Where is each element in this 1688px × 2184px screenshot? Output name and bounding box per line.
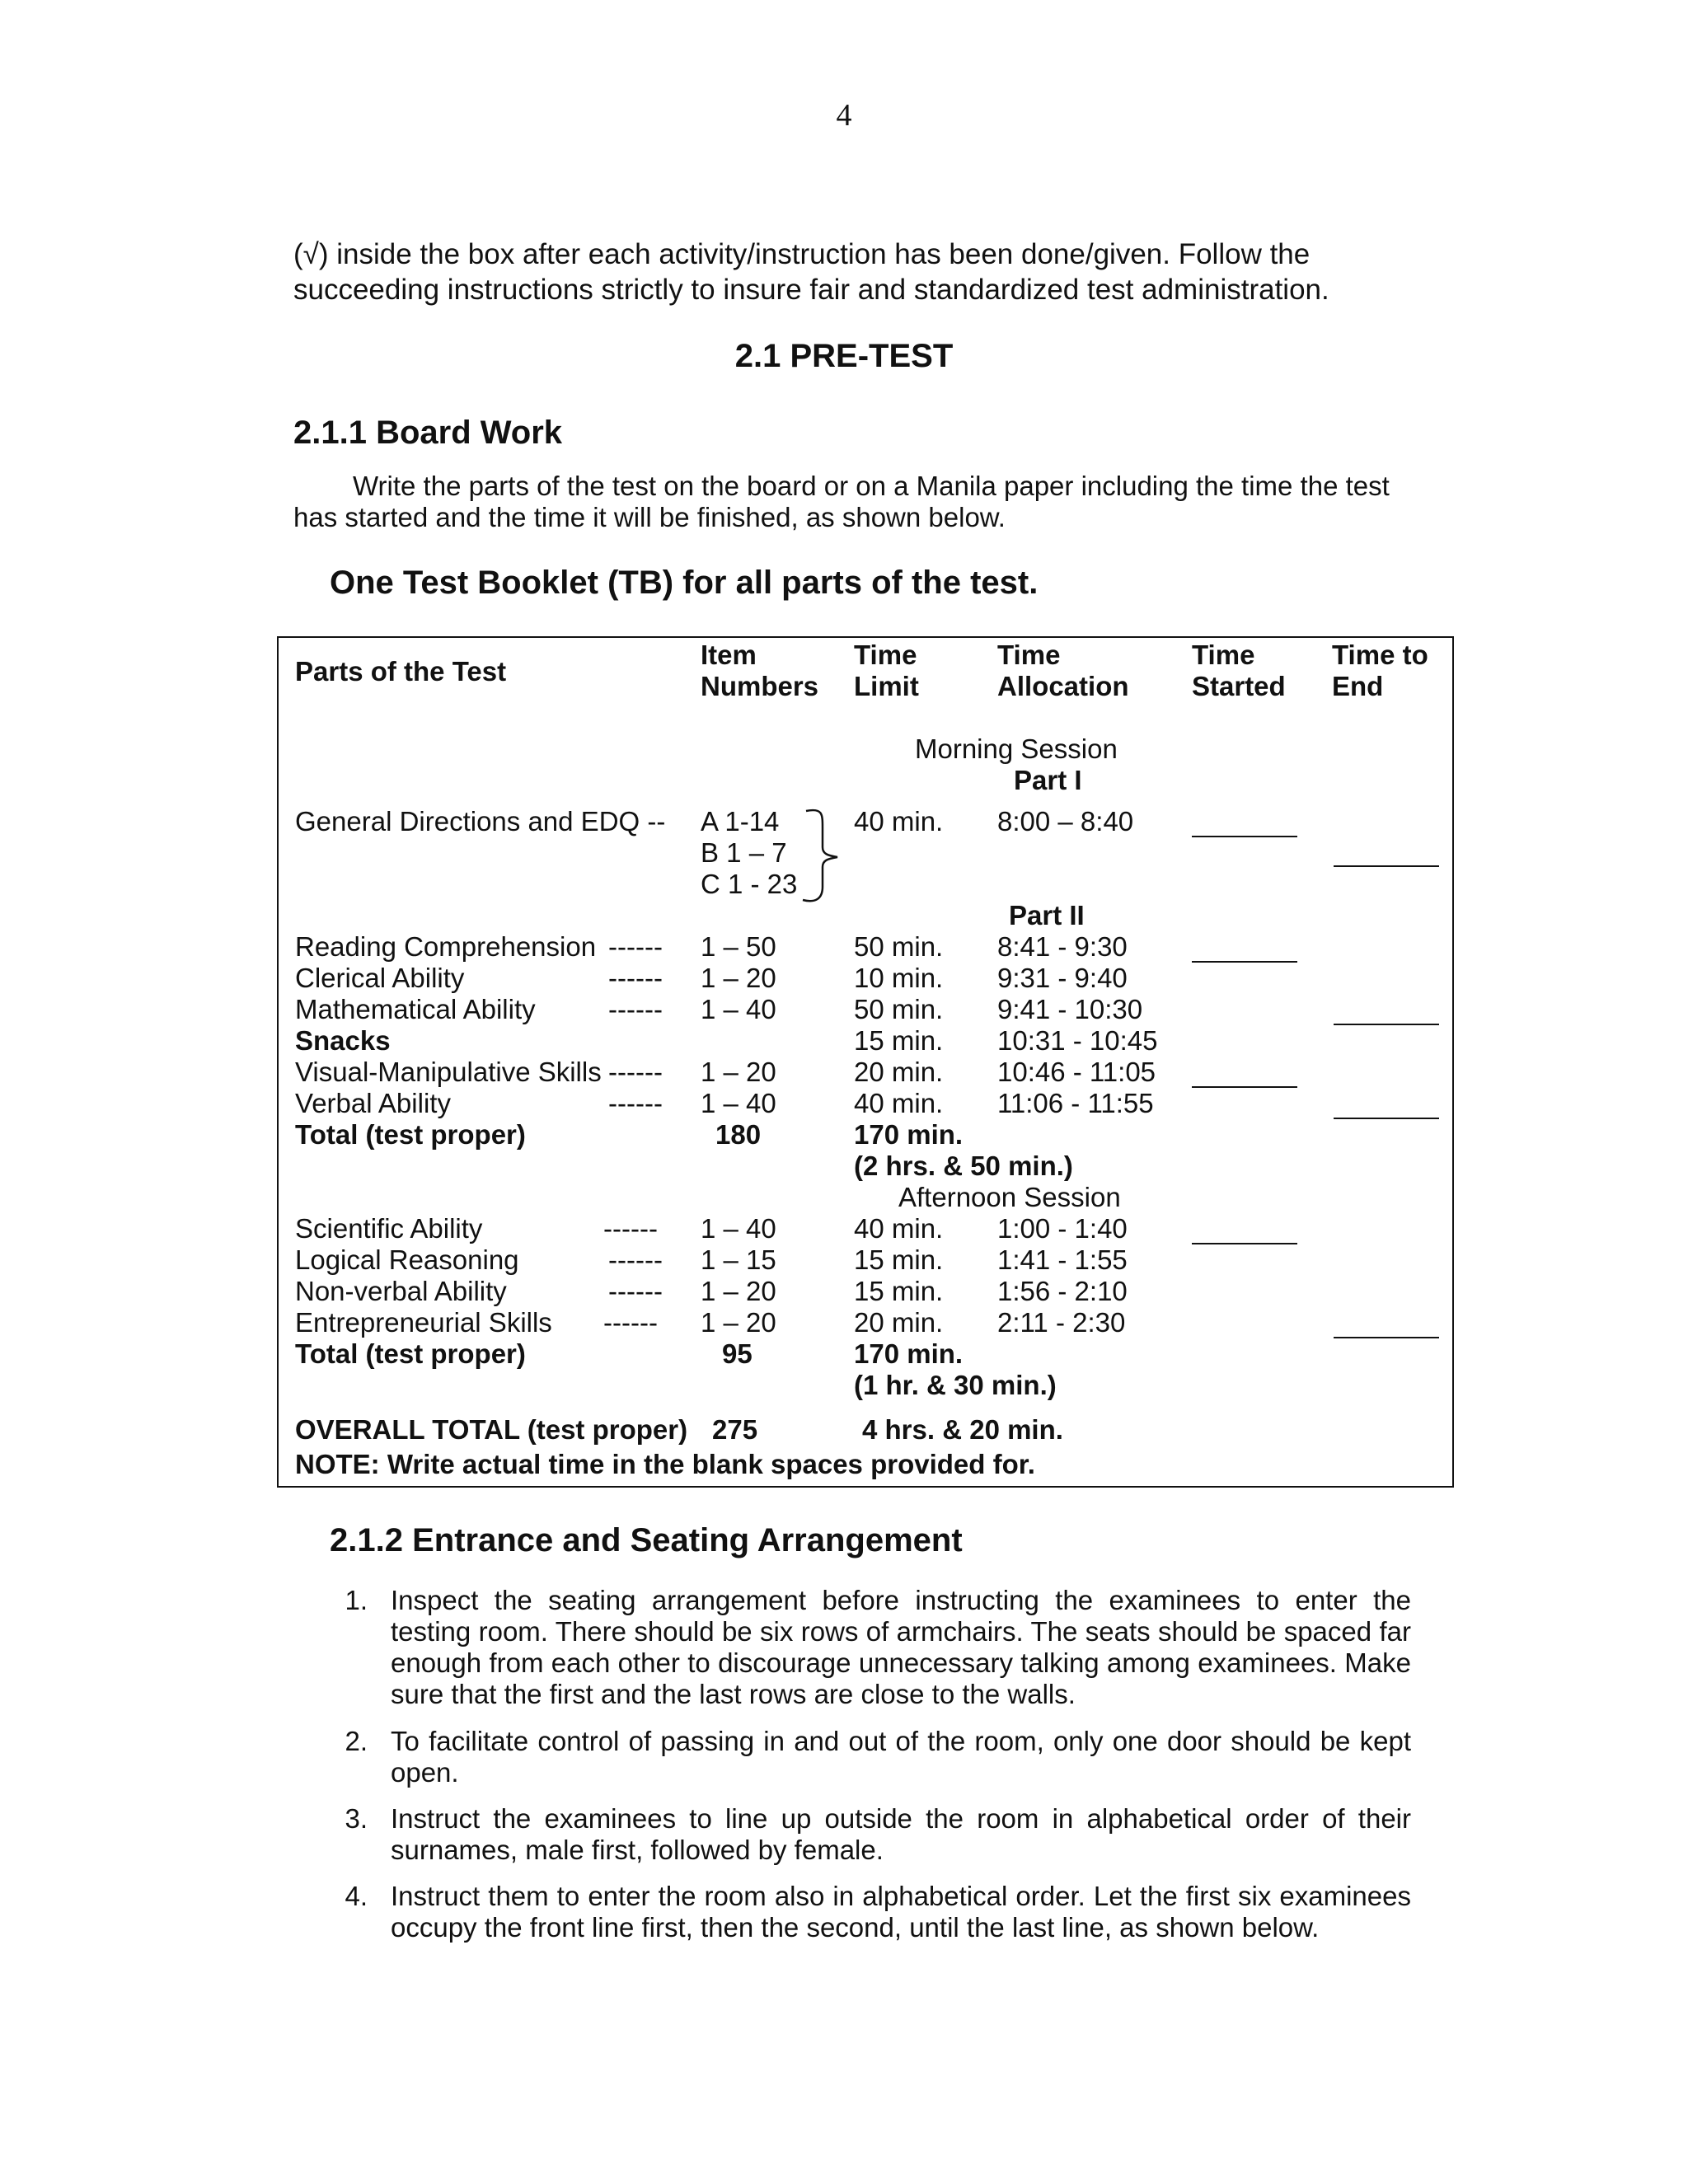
row-alloc: 10:46 - 11:05 [997, 1057, 1156, 1087]
row-items: 1 – 15 [701, 1244, 776, 1275]
list-item-text: Inspect the seating arrangement before instructing the examinees to enter the testing room. There should be six rows of armchairs. The seats should be spaced far enough from each other to discourage unnecessary talking among examinees. Make sure that the first and the last rows are close to the walls. [391, 1585, 1411, 1709]
row-items: 1 – 20 [701, 1057, 776, 1087]
row-limit: 15 min. [854, 1025, 944, 1056]
row-limit: 20 min. [854, 1057, 944, 1087]
row-items: 1 – 20 [701, 963, 776, 993]
blank-time-started[interactable] [1192, 961, 1297, 963]
header-limit-2: Limit [854, 671, 919, 701]
blank-time-end[interactable] [1334, 1337, 1439, 1338]
list-item-number: 3. [345, 1803, 368, 1834]
row-limit: 40 min. [854, 1088, 944, 1118]
header-parts: Parts of the Test [295, 656, 507, 687]
part-1-label: Part I [1014, 765, 1082, 795]
general-items-a: A 1-14 [701, 806, 780, 837]
row-alloc: 1:41 - 1:55 [997, 1244, 1128, 1275]
row-alloc: 10:31 - 10:45 [997, 1025, 1158, 1056]
blank-time-end[interactable] [1334, 1118, 1439, 1119]
row-name: Mathematical Ability [295, 994, 536, 1024]
blank-time-started[interactable] [1192, 836, 1297, 837]
general-alloc: 8:00 – 8:40 [997, 806, 1134, 837]
row-name: Visual-Manipulative Skills [295, 1057, 602, 1087]
list-item-number: 1. [345, 1585, 368, 1615]
row-limit: 10 min. [854, 963, 944, 993]
row-dash: ------ [608, 1088, 663, 1118]
part-2-label: Part II [1009, 900, 1085, 930]
general-items-c: C 1 - 23 [701, 869, 798, 899]
row-items: 1 – 20 [701, 1307, 776, 1338]
row-items: 1 – 20 [701, 1276, 776, 1306]
row-items: 1 – 40 [701, 1213, 776, 1244]
overall-total-time: 4 hrs. & 20 min. [862, 1414, 1063, 1445]
list-item-text: Instruct the examinees to line up outside the room in alphabetical order of their surnames, male first, followed by female. [391, 1803, 1411, 1865]
row-alloc: 9:31 - 9:40 [997, 963, 1128, 993]
row-limit: 40 min. [854, 1213, 944, 1244]
row-alloc: 11:06 - 11:55 [997, 1088, 1154, 1118]
row-name: Verbal Ability [295, 1088, 451, 1118]
row-dash: ------ [603, 1213, 658, 1244]
row-name: Reading Comprehension [295, 931, 597, 962]
row-limit: 15 min. [854, 1276, 944, 1306]
row-name: Scientific Ability [295, 1213, 483, 1244]
table-note: NOTE: Write actual time in the blank spaces provided for. [295, 1449, 1035, 1479]
row-alloc: 8:41 - 9:30 [997, 931, 1128, 962]
board-work-heading: 2.1.1 Board Work [293, 415, 563, 451]
board-work-para-line-1: Write the parts of the test on the board or on a Manila paper including the time the test [353, 471, 1390, 501]
morning-session-label: Morning Session [915, 733, 1118, 764]
schedule-table [277, 636, 1454, 1488]
row-name: Clerical Ability [295, 963, 465, 993]
general-limit: 40 min. [854, 806, 944, 837]
morning-total-name: Total (test proper) [295, 1119, 526, 1150]
header-limit-1: Time [854, 640, 917, 670]
row-limit: 15 min. [854, 1244, 944, 1275]
header-alloc-2: Allocation [997, 671, 1129, 701]
row-alloc: 9:41 - 10:30 [997, 994, 1143, 1024]
row-alloc: 1:00 - 1:40 [997, 1213, 1128, 1244]
list-item-text: Instruct them to enter the room also in alphabetical order. Let the first six examinees occupy the front line first, then the second, until the last line, as shown below. [391, 1881, 1411, 1943]
row-items: 1 – 40 [701, 994, 776, 1024]
row-dash: ------ [608, 1276, 663, 1306]
row-items: 1 – 50 [701, 931, 776, 962]
overall-total-items: 275 [712, 1414, 758, 1445]
row-items: 1 – 40 [701, 1088, 776, 1118]
section-title: 2.1 PRE-TEST [734, 338, 954, 374]
list-item-number: 2. [345, 1726, 368, 1756]
afternoon-total-limit-2: (1 hr. & 30 min.) [854, 1370, 1057, 1400]
intro-line-1: (√) inside the box after each activity/instruction has been done/given. Follow the [293, 238, 1311, 270]
row-name: Non-verbal Ability [295, 1276, 507, 1306]
intro-line-2: succeeding instructions strictly to insure fair and standardized test administration. [293, 274, 1329, 306]
row-dash: ------ [608, 1244, 663, 1275]
row-dash: ------ [608, 1057, 663, 1087]
list-item-text: To facilitate control of passing in and out of the room, only one door should be kept open. [391, 1726, 1411, 1788]
row-name: Entrepreneurial Skills [295, 1307, 552, 1338]
morning-total-limit: 170 min. [854, 1119, 964, 1150]
board-work-para-line-2: has started and the time it will be finished, as shown below. [293, 502, 1006, 532]
morning-total-items: 180 [715, 1119, 762, 1150]
morning-total-limit-2: (2 hrs. & 50 min.) [854, 1151, 1073, 1181]
row-dash: ------ [608, 931, 663, 962]
row-dash: ------ [603, 1307, 658, 1338]
afternoon-total-name: Total (test proper) [295, 1338, 526, 1369]
header-started-2: Started [1192, 671, 1286, 701]
header-item-2: Numbers [701, 671, 819, 701]
row-limit: 50 min. [854, 994, 944, 1024]
row-limit: 20 min. [854, 1307, 944, 1338]
header-end-1: Time to [1332, 640, 1428, 670]
blank-time-started[interactable] [1192, 1243, 1297, 1244]
overall-total-name: OVERALL TOTAL (test proper) [295, 1414, 688, 1445]
seating-heading: 2.1.2 Entrance and Seating Arrangement [330, 1522, 963, 1558]
row-name: Snacks [295, 1025, 391, 1056]
afternoon-total-limit: 170 min. [854, 1338, 964, 1369]
blank-time-started[interactable] [1192, 1086, 1297, 1088]
blank-time-end[interactable] [1334, 865, 1439, 867]
row-name: Logical Reasoning [295, 1244, 519, 1275]
row-dash: ------ [608, 994, 663, 1024]
row-limit: 50 min. [854, 931, 944, 962]
general-items-b: B 1 – 7 [701, 837, 787, 868]
list-item-number: 4. [345, 1881, 368, 1911]
row-alloc: 2:11 - 2:30 [997, 1307, 1126, 1338]
header-alloc-1: Time [997, 640, 1061, 670]
row-alloc: 1:56 - 2:10 [997, 1276, 1128, 1306]
header-item-1: Item [701, 640, 757, 670]
header-end-2: End [1332, 671, 1384, 701]
header-started-1: Time [1192, 640, 1255, 670]
afternoon-session-label: Afternoon Session [898, 1182, 1121, 1212]
general-directions-name: General Directions and EDQ -- [295, 806, 666, 837]
afternoon-total-items: 95 [722, 1338, 753, 1369]
booklet-heading: One Test Booklet (TB) for all parts of the test. [330, 565, 1039, 601]
row-dash: ------ [608, 963, 663, 993]
page-number: 4 [836, 98, 852, 133]
blank-time-end[interactable] [1334, 1024, 1439, 1025]
